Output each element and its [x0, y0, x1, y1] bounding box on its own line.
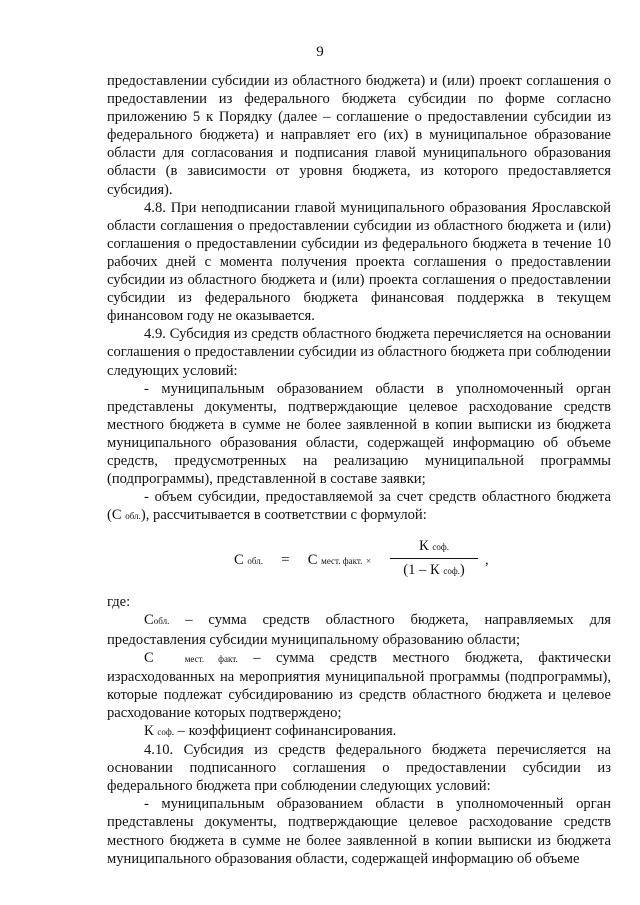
definition-text: – коэффициент софинансирования. — [173, 723, 397, 739]
formula-subscript: обл. — [247, 556, 263, 567]
subscript: обл. — [125, 511, 141, 522]
formula-comma: , — [485, 552, 489, 569]
formula-denominator — [390, 559, 478, 580]
condition-subsidy-tail: ), рассчитывается в соответствии с формулой: — [140, 507, 427, 524]
definition-symbol: С — [144, 649, 154, 666]
formula-symbol: ) — [459, 562, 465, 579]
formula-left-side — [234, 551, 371, 570]
condition-subsidy-amount — [107, 488, 611, 525]
formula-times: × — [366, 556, 372, 567]
page-number: 9 — [316, 44, 324, 60]
definition-regional-budget — [107, 611, 611, 648]
formula-fraction — [390, 537, 478, 580]
formula-symbol: С — [234, 552, 244, 569]
definition-subscript: обл. — [153, 616, 170, 627]
subsidy-formula — [107, 531, 611, 587]
definition-subscript: мест. факт. — [184, 653, 238, 664]
definition-symbol: К — [144, 723, 154, 739]
where-label: где: — [107, 594, 131, 611]
condition-subsidy-text: - объем субсидии, предоставляемой за счет средств областного бюджета (С — [107, 489, 611, 524]
definition-cofinancing — [107, 722, 611, 741]
paragraph-4-8: 4.8. При неподписании главой муниципального образования Ярославской области соглашения о предоставлении субсидии из областного бюджета и (или) соглашения о предоставлении субсидии из федерального бюджета в течение 10 рабочих дней с момента получения проекта соглашения о предоставлении субсидии из областного бюджета и (или) проекта соглашения о предоставлении субсидии из федерального бюджета финансовая поддержка в текущем финансовом году не оказывается. — [107, 199, 611, 325]
formula-subscript: соф. — [443, 566, 460, 577]
definition-subscript: соф. — [157, 727, 174, 737]
definition-symbol: С — [144, 612, 154, 629]
formula-subscript: соф. — [432, 542, 449, 553]
paragraph-continuation: предоставлении субсидии из областного бюджета) и (или) проект соглашения о предоставлении из федерального бюджета субсидии по форме согласно приложению 5 к Порядку (далее – соглашение о предоставлении субсидии из федерального бюджета) и направляет его (их) в муниципальное образование области для согласования и подписания главой муниципального образования области (в зависимости от уровня бюджета, из которого предоставляется субсидия). — [107, 73, 611, 198]
formula-equals: = — [281, 552, 290, 569]
paragraph-4-10: 4.10. Субсидия из средств федерального бюджета перечисляется на основании подписанного соглашения о предоставлении субсидии из федерального бюджета при соблюдении следующих условий: — [107, 742, 611, 795]
definition-local-budget — [107, 649, 611, 722]
condition-documents-federal: - муниципальным образованием области в уполномоченный орган представлены документы, подтверждающие целевое расходование средств местного бюджета в сумме не более заявленной в копии выписки из бюджета муниципального образования области, содержащей информацию об объеме — [107, 796, 611, 867]
document-body — [107, 72, 611, 868]
definition-text: – сумма средств областного бюджета, направляемых для предоставления субсидии муниципальному образованию области; — [107, 612, 611, 648]
formula-symbol: К — [419, 538, 429, 555]
condition-documents: - муниципальным образованием области в уполномоченный орган представлены документы, подтверждающие целевое расходование средств местного бюджета в сумме не более заявленной в копии выписки из бюджета муниципального образования области, содержащей информацию об объеме средств, предусмотренных на реализацию муниципальной программы (подпрограммы), представленной в составе заявки; — [107, 380, 611, 488]
formula-numerator — [390, 537, 478, 559]
definition-text: – сумма средств местного бюджета, фактически израсходованных на мероприятия муниципальной программы (подпрограммы), которые подлежат субсидированию из средств областного бюджета и целевое расходование которых подтверждено; — [107, 649, 611, 721]
formula-symbol: (1 – К — [403, 562, 440, 579]
formula-subscript: мест. факт. — [321, 556, 363, 567]
paragraph-4-9: 4.9. Субсидия из средств областного бюджета перечисляется на основании соглашения о предоставлении субсидии из областного бюджета при соблюдении следующих условий: — [107, 326, 611, 379]
formula-symbol: С — [307, 552, 318, 569]
